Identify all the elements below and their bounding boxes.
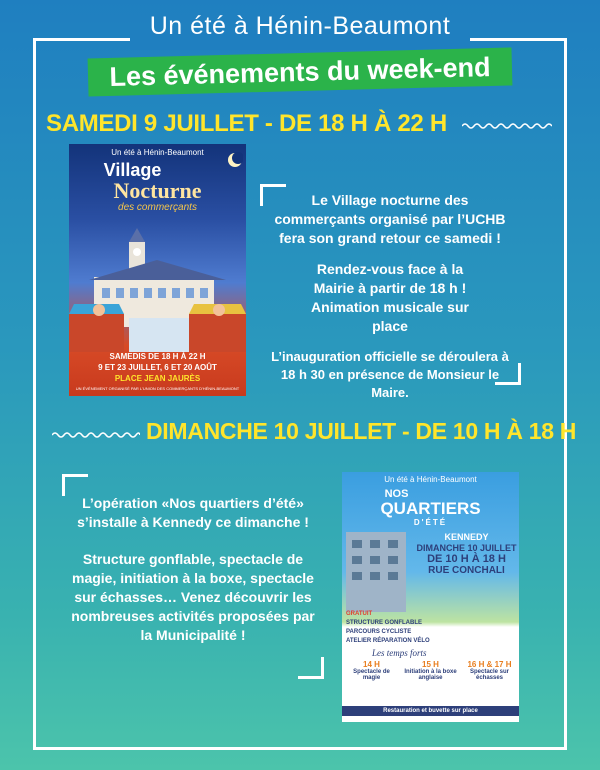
activity-item: PARCOURS CYCLISTE xyxy=(346,629,412,635)
entry-label: Spectacle de magie xyxy=(353,669,390,681)
town-hall-illustration xyxy=(69,222,246,352)
village-nocturne-poster xyxy=(69,144,246,396)
nos-quartiers-poster xyxy=(342,472,519,722)
timetable-entry xyxy=(403,660,458,681)
paragraph: Structure gonflable, spectacle de magie, initiation à la boxe, spectacle sur échasses… Venez découvrir les nombreuses activités proposées par la Municipalité ! xyxy=(71,551,315,643)
poster-title: D'ÉTÉ xyxy=(413,518,448,527)
corner-bracket xyxy=(62,474,88,496)
paragraph: L’opération «Nos quartiers d’été» s’installe à Kennedy ce dimanche ! xyxy=(77,495,309,530)
building-illustration xyxy=(342,522,412,612)
corner-bracket xyxy=(298,657,324,679)
poster-title: NOS xyxy=(384,488,409,500)
saturday-title: SAMEDI 9 JUILLET - DE 18 H À 22 H xyxy=(46,110,447,137)
highlights-label: Les temps forts xyxy=(372,648,427,658)
poster-event-info xyxy=(414,532,519,576)
paragraph: Le Village nocturne des commerçants organisé par l’UCHB fera son grand retour ce samedi ! xyxy=(274,192,506,246)
timetable-entry xyxy=(462,660,517,681)
poster-activities xyxy=(346,610,444,646)
poster-hours: DE 10 H À 18 H xyxy=(427,553,506,565)
poster-footer: Restauration et buvette sur place xyxy=(342,706,519,716)
sunday-description xyxy=(70,494,316,657)
paragraph: Rendez-vous face à la Mairie à partir de 18 h ! Animation musicale sur place xyxy=(311,261,469,334)
entry-label: Initiation à la boxe anglaise xyxy=(404,669,457,681)
poster-dates: SAMEDIS DE 18 H À 22 H xyxy=(109,352,206,361)
page-headline: Les événements du week-end xyxy=(109,52,491,92)
poster-date: DIMANCHE 10 JUILLET xyxy=(416,543,517,553)
entry-time: 14 H xyxy=(363,660,380,669)
poster-timetable xyxy=(342,660,519,681)
entry-label: Spectacle sur échasses xyxy=(469,669,510,681)
squiggle-decoration xyxy=(52,431,140,439)
poster-subtitle: des commerçants xyxy=(118,202,197,213)
entry-time: 15 H xyxy=(422,660,439,669)
activity-item: ATELIER RÉPARATION VÉLO xyxy=(346,638,430,644)
poster-place: KENNEDY xyxy=(444,532,489,542)
corner-bracket xyxy=(495,363,521,385)
poster-street: RUE CONCHALI xyxy=(428,565,505,576)
free-label: GRATUIT xyxy=(346,611,373,617)
poster-kicker: Un été à Hénin-Beaumont xyxy=(111,148,204,157)
activity-item: STRUCTURE GONFLABLE xyxy=(346,620,422,626)
poster-kicker: Un été à Hénin-Beaumont xyxy=(384,475,477,484)
squiggle-decoration xyxy=(462,122,552,130)
poster-title: QUARTIERS xyxy=(380,499,481,518)
sunday-title: DIMANCHE 10 JUILLET - DE 10 H À 18 H xyxy=(146,418,577,444)
poster-dates: 9 ET 23 JUILLET, 6 ET 20 AOÛT xyxy=(98,363,217,372)
saturday-description xyxy=(268,191,512,414)
paragraph: L’inauguration officielle se déroulera à 18 h 30 en présence de Monsieur le Maire. xyxy=(271,349,509,400)
poster-place: PLACE JEAN JAURÈS xyxy=(114,374,201,383)
poster-title: Village xyxy=(103,160,162,180)
timetable-entry xyxy=(344,660,399,681)
poster-footer: UN ÉVÉNEMENT ORGANISÉ PAR L'UNION DES COMMERÇANTS D'HÉNIN-BEAUMONT xyxy=(75,386,240,391)
page-kicker: Un été à Hénin-Beaumont xyxy=(149,12,451,40)
moon-icon xyxy=(227,152,243,168)
entry-time: 16 H & 17 H xyxy=(467,660,512,669)
poster-title: Nocturne xyxy=(113,178,202,203)
